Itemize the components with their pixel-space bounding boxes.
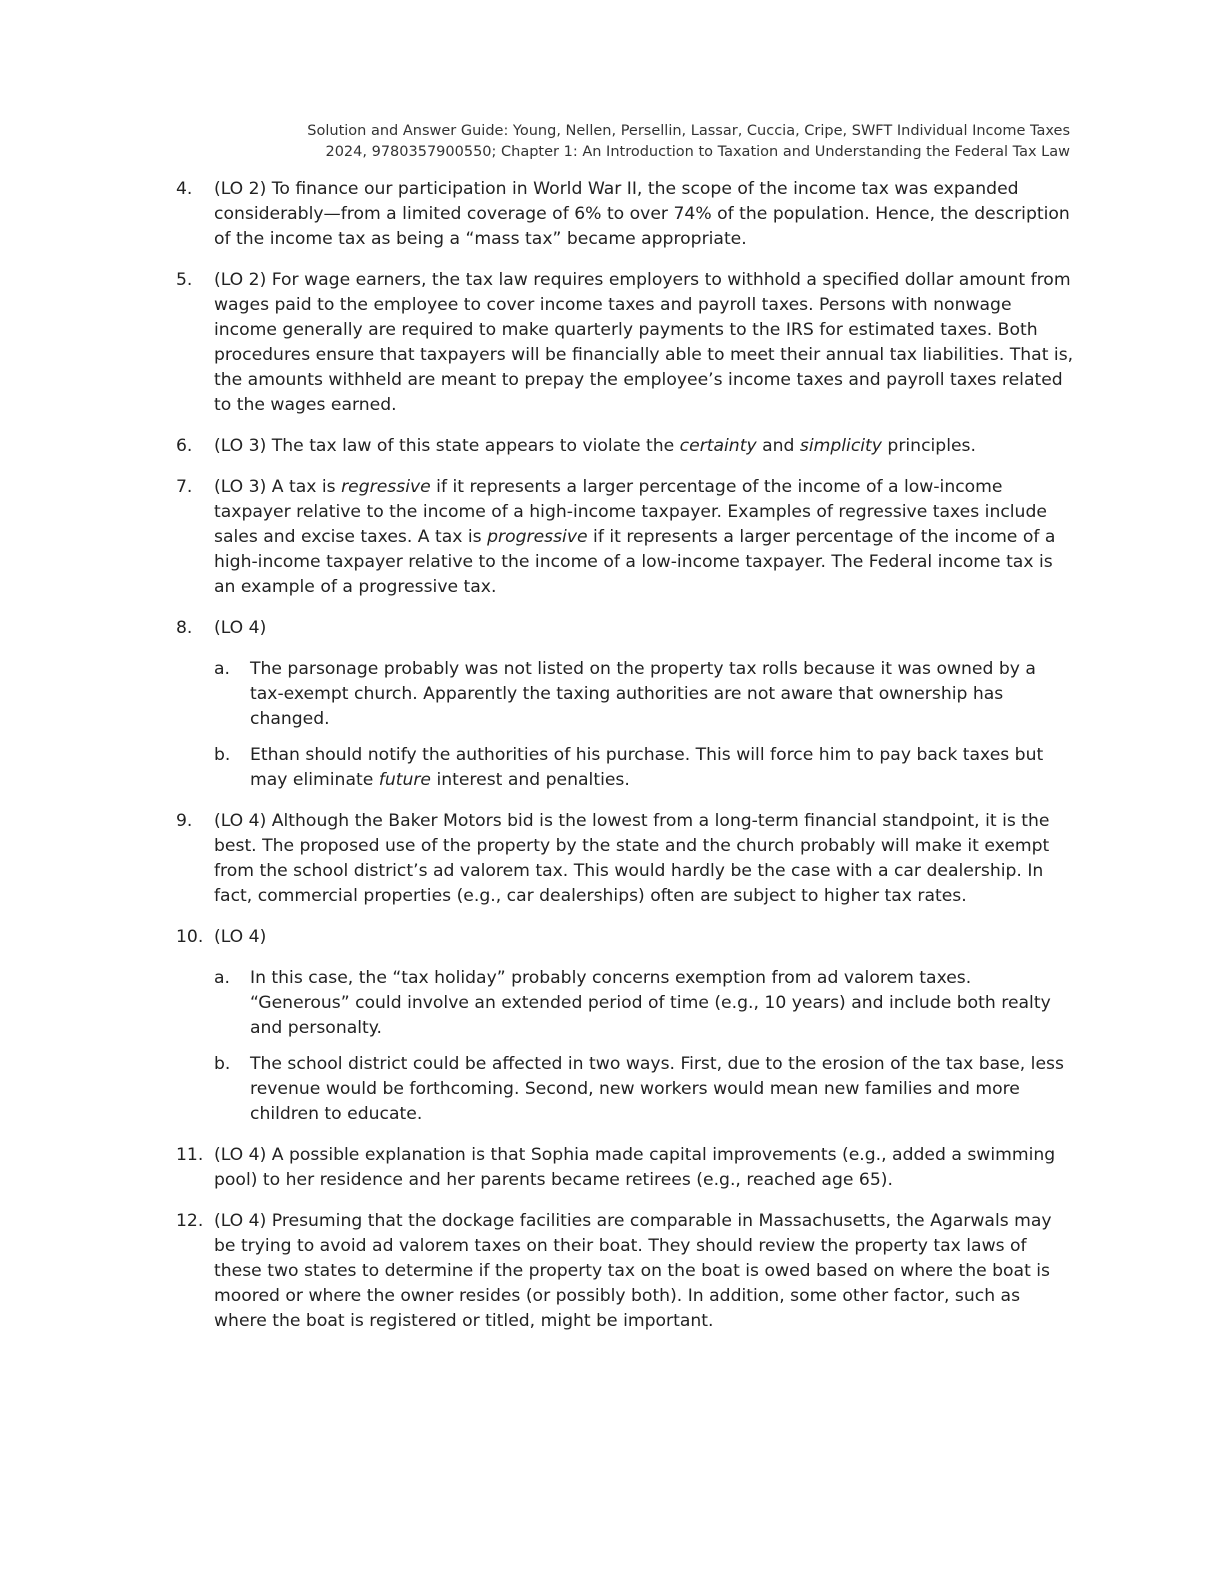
- item-text: (LO 4): [214, 618, 267, 638]
- answer-item-5: [0, 268, 1224, 418]
- answer-item-10a: [0, 966, 1224, 1041]
- answer-item-6: [0, 434, 1224, 459]
- text-run: if it represents a larger percentage of the income of a high-income taxpayer relative to the income of a low-income taxpayer. The Federal income tax is an example of a progressive tax.: [214, 527, 1056, 597]
- italic-term: certainty: [679, 436, 757, 456]
- text-run: if it represents a larger percentage of the income of a low-income taxpayer relative to the income of a high-income taxpayer. Examples of regressive taxes include sales and excise taxes. A tax is: [214, 477, 1047, 547]
- italic-term: regressive: [341, 477, 431, 497]
- answer-item-8b: [0, 743, 1224, 793]
- answer-item-4: [0, 177, 1224, 252]
- subitem-letter: a.: [214, 968, 230, 988]
- answer-list: [0, 177, 1224, 1350]
- text-run: and: [756, 436, 800, 456]
- item-number: 10.: [176, 927, 204, 947]
- subitem-text: The school district could be affected in two ways. First, due to the erosion of the tax base, less revenue would be forthcoming. Second, new workers would mean new families and more children to educate.: [250, 1054, 1064, 1124]
- item-number: 5.: [176, 270, 193, 290]
- item-number: 12.: [176, 1211, 204, 1231]
- item-number: 6.: [176, 436, 193, 456]
- item-text: (LO 4): [214, 927, 267, 947]
- answer-item-9: [0, 809, 1224, 909]
- item-text: (LO 2) For wage earners, the tax law requires employers to withhold a specified dollar amount from wages paid to the employee to cover income taxes and payroll taxes. Persons with nonwage income generally are required to make quarterly payments to the IRS for estimated taxes. Both procedures ensure that taxpayers will be financially able to meet their annual tax liabilities. That is, the amounts withheld are meant to prepay the employee’s income taxes and payroll taxes related to the wages earned.: [214, 270, 1074, 415]
- italic-term: progressive: [487, 527, 588, 547]
- text-run: principles.: [881, 436, 976, 456]
- answer-item-11: [0, 1143, 1224, 1193]
- item-number: 7.: [176, 477, 193, 497]
- subitem-text: The parsonage probably was not listed on the property tax rolls because it was owned by a tax-exempt church. Apparently the taxing authorities are not aware that ownership has changed.: [250, 659, 1036, 729]
- item-text: (LO 2) To finance our participation in World War II, the scope of the income tax was expanded considerably—from a limited coverage of 6% to over 74% of the population. Hence, the description of the income tax as being a “mass tax” became appropriate.: [214, 179, 1070, 249]
- subitem-letter: b.: [214, 745, 231, 765]
- item-number: 9.: [176, 811, 193, 831]
- answer-item-12: [0, 1209, 1224, 1334]
- answer-item-8: [0, 616, 1224, 641]
- item-number: 4.: [176, 179, 193, 199]
- subitem-letter: b.: [214, 1054, 231, 1074]
- italic-term: simplicity: [799, 436, 882, 456]
- item-number: 8.: [176, 618, 193, 638]
- subitem-text: [250, 745, 1043, 790]
- item-text: (LO 4) Presuming that the dockage facilities are comparable in Massachusetts, the Agarwals may be trying to avoid ad valorem taxes on their boat. They should review the property tax laws of these two states to determine if the property tax on the boat is owed based on where the boat is moored or where the owner resides (or possibly both). In addition, some other factor, such as where the boat is registered or titled, might be important.: [214, 1211, 1052, 1331]
- item-text: [214, 475, 1074, 600]
- text-run: (LO 3) The tax law of this state appears to violate the: [214, 436, 680, 456]
- item-number: 11.: [176, 1145, 204, 1165]
- item-text: [214, 434, 1074, 459]
- header-line-1: Solution and Answer Guide: Young, Nellen, Persellin, Lassar, Cuccia, Cripe, SWFT Individual Income Taxes: [307, 123, 1070, 139]
- subitem-letter: a.: [214, 659, 230, 679]
- header-line-2: 2024, 9780357900550; Chapter 1: An Introduction to Taxation and Understanding the Federal Tax Law: [325, 144, 1070, 160]
- text-run: interest and penalties.: [430, 770, 630, 790]
- running-header: [180, 121, 1070, 163]
- text-run: (LO 3) A tax is: [214, 477, 342, 497]
- subitem-text: In this case, the “tax holiday” probably concerns exemption from ad valorem taxes. “Generous” could involve an extended period of time (e.g., 10 years) and include both realty and personalty.: [250, 968, 1051, 1038]
- answer-item-8a: [0, 657, 1224, 732]
- item-text: (LO 4) A possible explanation is that Sophia made capital improvements (e.g., added a swimming pool) to her residence and her parents became retirees (e.g., reached age 65).: [214, 1145, 1056, 1190]
- answer-item-10: [0, 925, 1224, 950]
- italic-term: future: [378, 770, 431, 790]
- text-run: Ethan should notify the authorities of his purchase. This will force him to pay back taxes but may eliminate: [250, 745, 1044, 790]
- answer-item-7: [0, 475, 1224, 600]
- item-text: (LO 4) Although the Baker Motors bid is the lowest from a long-term financial standpoint, it is the best. The proposed use of the property by the state and the church probably will make it exempt from the school district’s ad valorem tax. This would hardly be the case with a car dealership. In fact, commercial properties (e.g., car dealerships) often are subject to higher tax rates.: [214, 811, 1050, 906]
- answer-item-10b: [0, 1052, 1224, 1127]
